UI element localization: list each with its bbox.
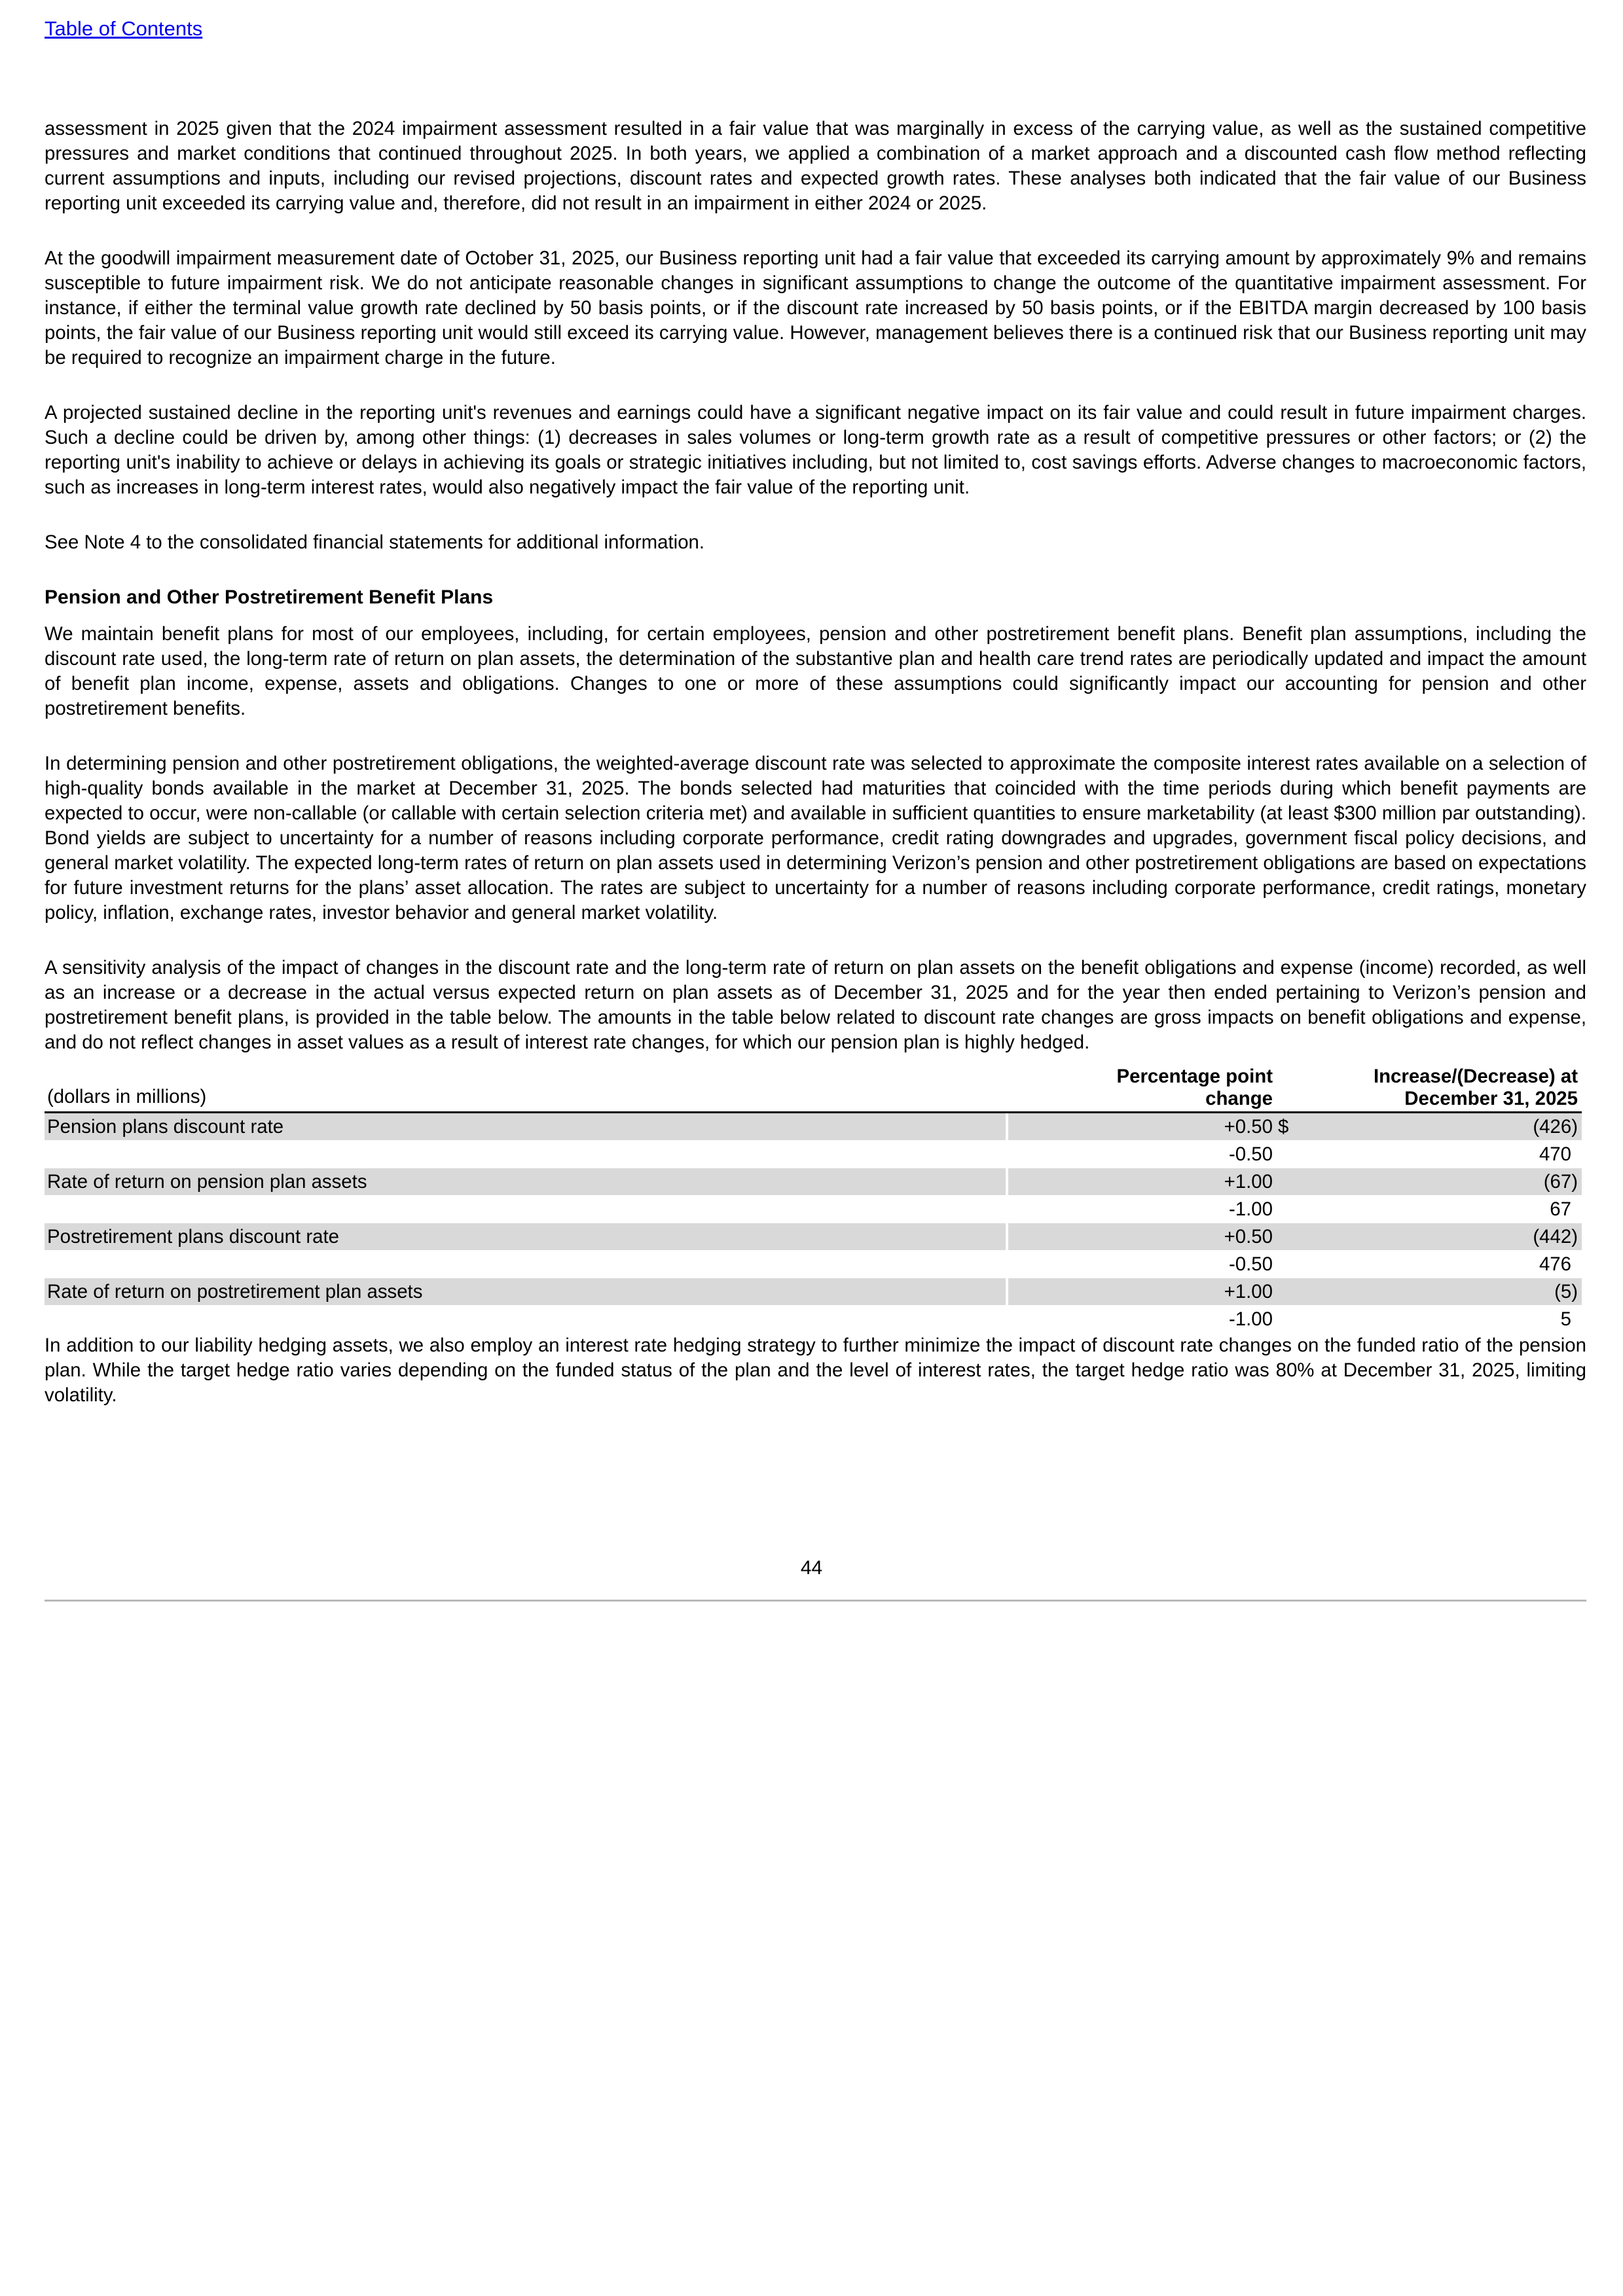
row-change: -0.50 <box>1229 1253 1273 1275</box>
row-label: Pension plans discount rate <box>47 1116 284 1138</box>
section-heading: Pension and Other Postretirement Benefit Plans <box>45 586 494 608</box>
header-change: Percentage point change <box>1116 1066 1273 1109</box>
table-row <box>45 1223 1582 1251</box>
row-value: (5) <box>1554 1281 1578 1302</box>
paragraph-discount-rate: In determining pension and other postretirement obligations, the weighted-average discount rate was selected to approximate the composite interest rates available on a selection of high-quality bonds available in the market at December 31, 2025. The bonds selected had maturities that coincided with the time periods during which benefit payments are expected to occur, were non-callable (or callable with certain selection criteria met) and available in sufficient quantities to ensure marketability (at least $300 million par outstanding). Bond yields are subject to uncertainty for a number of reasons including corporate performance, credit rating downgrades and upgrades, government fiscal policy decisions, and general market volatility. The expected long-term rates of return on plan assets used in determining Verizon’s pension and other postretirement obligations are based on expectations for future investment returns for the plans’ asset allocation. The rates are subject to uncertainty for a number of reasons including corporate performance, credit ratings, monetary policy, inflation, exchange rates, investor behavior and general market volatility. <box>45 753 1586 924</box>
row-value: (442) <box>1533 1226 1578 1247</box>
table-row <box>45 1196 1582 1223</box>
header-label: (dollars in millions) <box>47 1086 207 1107</box>
document-body <box>45 117 1586 1438</box>
paragraph-projected-decline: A projected sustained decline in the reporting unit's revenues and earnings could have a significant negative impact on its fair value and could result in future impairment charges. Such a decline could be driven by, among other things: (1) decreases in sales volumes or long-term growth rate as a result of competitive pressures or other factors; or (2) the reporting unit's inability to achieve or delays in achieving its goals or strategic initiatives including, but not limited to, cost savings efforts. Adverse changes to macroeconomic factors, such as increases in long-term interest rates, would also negatively impact the fair value of the reporting unit. <box>45 402 1586 498</box>
page-number: 44 <box>800 1557 823 1579</box>
row-value: (67) <box>1543 1171 1578 1193</box>
paragraph-see-note: See Note 4 to the consolidated financial statements for additional information. <box>45 531 705 553</box>
row-change: -0.50 <box>1229 1143 1273 1165</box>
table-row <box>45 1251 1582 1278</box>
paragraph-measurement-date: At the goodwill impairment measurement date of October 31, 2025, our Business reporting unit had a fair value that exceeded its carrying amount by approximately 9% and remains susceptible to future impairment risk. We do not anticipate reasonable changes in significant assumptions to change the outcome of the quantitative impairment assessment. For instance, if either the terminal value growth rate declined by 50 basis points, or if the discount rate increased by 50 basis points, or if the EBITDA margin decreased by 100 basis points, the fair value of our Business reporting unit would still exceed its carrying value. However, management believes there is a continued risk that our Business reporting unit may be required to recognize an impairment charge in the future. <box>45 247 1586 368</box>
table-row <box>45 1141 1582 1168</box>
row-change: +0.50 <box>1224 1116 1273 1138</box>
header-value: Increase/(Decrease) at December 31, 2025 <box>1373 1066 1578 1109</box>
paragraph-sensitivity-analysis: A sensitivity analysis of the impact of changes in the discount rate and the long-term rate of return on plan assets on the benefit obligations and expense (income) recorded, as well as an increase or a decrease in the actual versus expected return on plan assets as of December 31, 2025 and for the year then ended pertaining to Verizon’s pension and postretirement benefit plans, is provided in the table below. The amounts in the table below related to discount rate changes are gross impacts on benefit obligations and expense, and do not reflect changes in asset values as a result of interest rate changes, for which our pension plan is highly hedged. <box>45 957 1586 1053</box>
paragraph-benefit-plans: We maintain benefit plans for most of our employees, including, for certain employees, pension and other postretirement benefit plans. Benefit plan assumptions, including the discount rate used, the long-term rate of return on plan assets, the determination of the substantive plan and health care trend rates are periodically updated and impact the amount of benefit plan income, expense, assets and obligations. Changes to one or more of these assumptions could significantly impact our accounting for pension and other postretirement benefits. <box>45 623 1586 719</box>
row-change: -1.00 <box>1229 1198 1273 1220</box>
table-of-contents-link[interactable]: Table of Contents <box>45 17 203 40</box>
sensitivity-table <box>45 1066 1582 1333</box>
paragraph-goodwill-assessment: assessment in 2025 given that the 2024 impairment assessment resulted in a fair value that was marginally in excess of the carrying value, as well as the sustained competitive pressures and market conditions that continued throughout 2025. In both years, we applied a combination of a market approach and a discounted cash flow method reflecting current assumptions and inputs, including our revised projections, discount rates and expected growth rates. These analyses both indicated that the fair value of our Business reporting unit exceeded its carrying value and, therefore, did not result in an impairment in either 2024 or 2025. <box>45 118 1586 214</box>
row-change: +0.50 <box>1224 1226 1273 1247</box>
row-label: Rate of return on postretirement plan assets <box>47 1281 423 1302</box>
row-change: +1.00 <box>1224 1171 1273 1193</box>
currency-symbol: $ <box>1278 1116 1289 1138</box>
table-row <box>45 1113 1582 1141</box>
row-change: -1.00 <box>1229 1308 1273 1330</box>
table-row <box>45 1278 1582 1306</box>
row-change: +1.00 <box>1224 1281 1273 1302</box>
row-value: 476 <box>1539 1253 1571 1275</box>
paragraph-hedging-strategy: In addition to our liability hedging assets, we also employ an interest rate hedging strategy to further minimize the impact of discount rate changes on the funded ratio of the pension plan. While the target hedge ratio varies depending on the funded status of the plan and the level of interest rates, the target hedge ratio was 80% at December 31, 2025, limiting volatility. <box>45 1335 1586 1406</box>
page-divider <box>45 1600 1586 1602</box>
table-row <box>45 1306 1582 1333</box>
table-row <box>45 1168 1582 1196</box>
row-value: 5 <box>1560 1308 1571 1330</box>
row-value: (426) <box>1533 1116 1578 1138</box>
row-value: 67 <box>1550 1198 1571 1220</box>
row-value: 470 <box>1539 1143 1571 1165</box>
row-label: Rate of return on pension plan assets <box>47 1171 367 1193</box>
row-label: Postretirement plans discount rate <box>47 1226 339 1247</box>
table-header <box>45 1066 1582 1113</box>
